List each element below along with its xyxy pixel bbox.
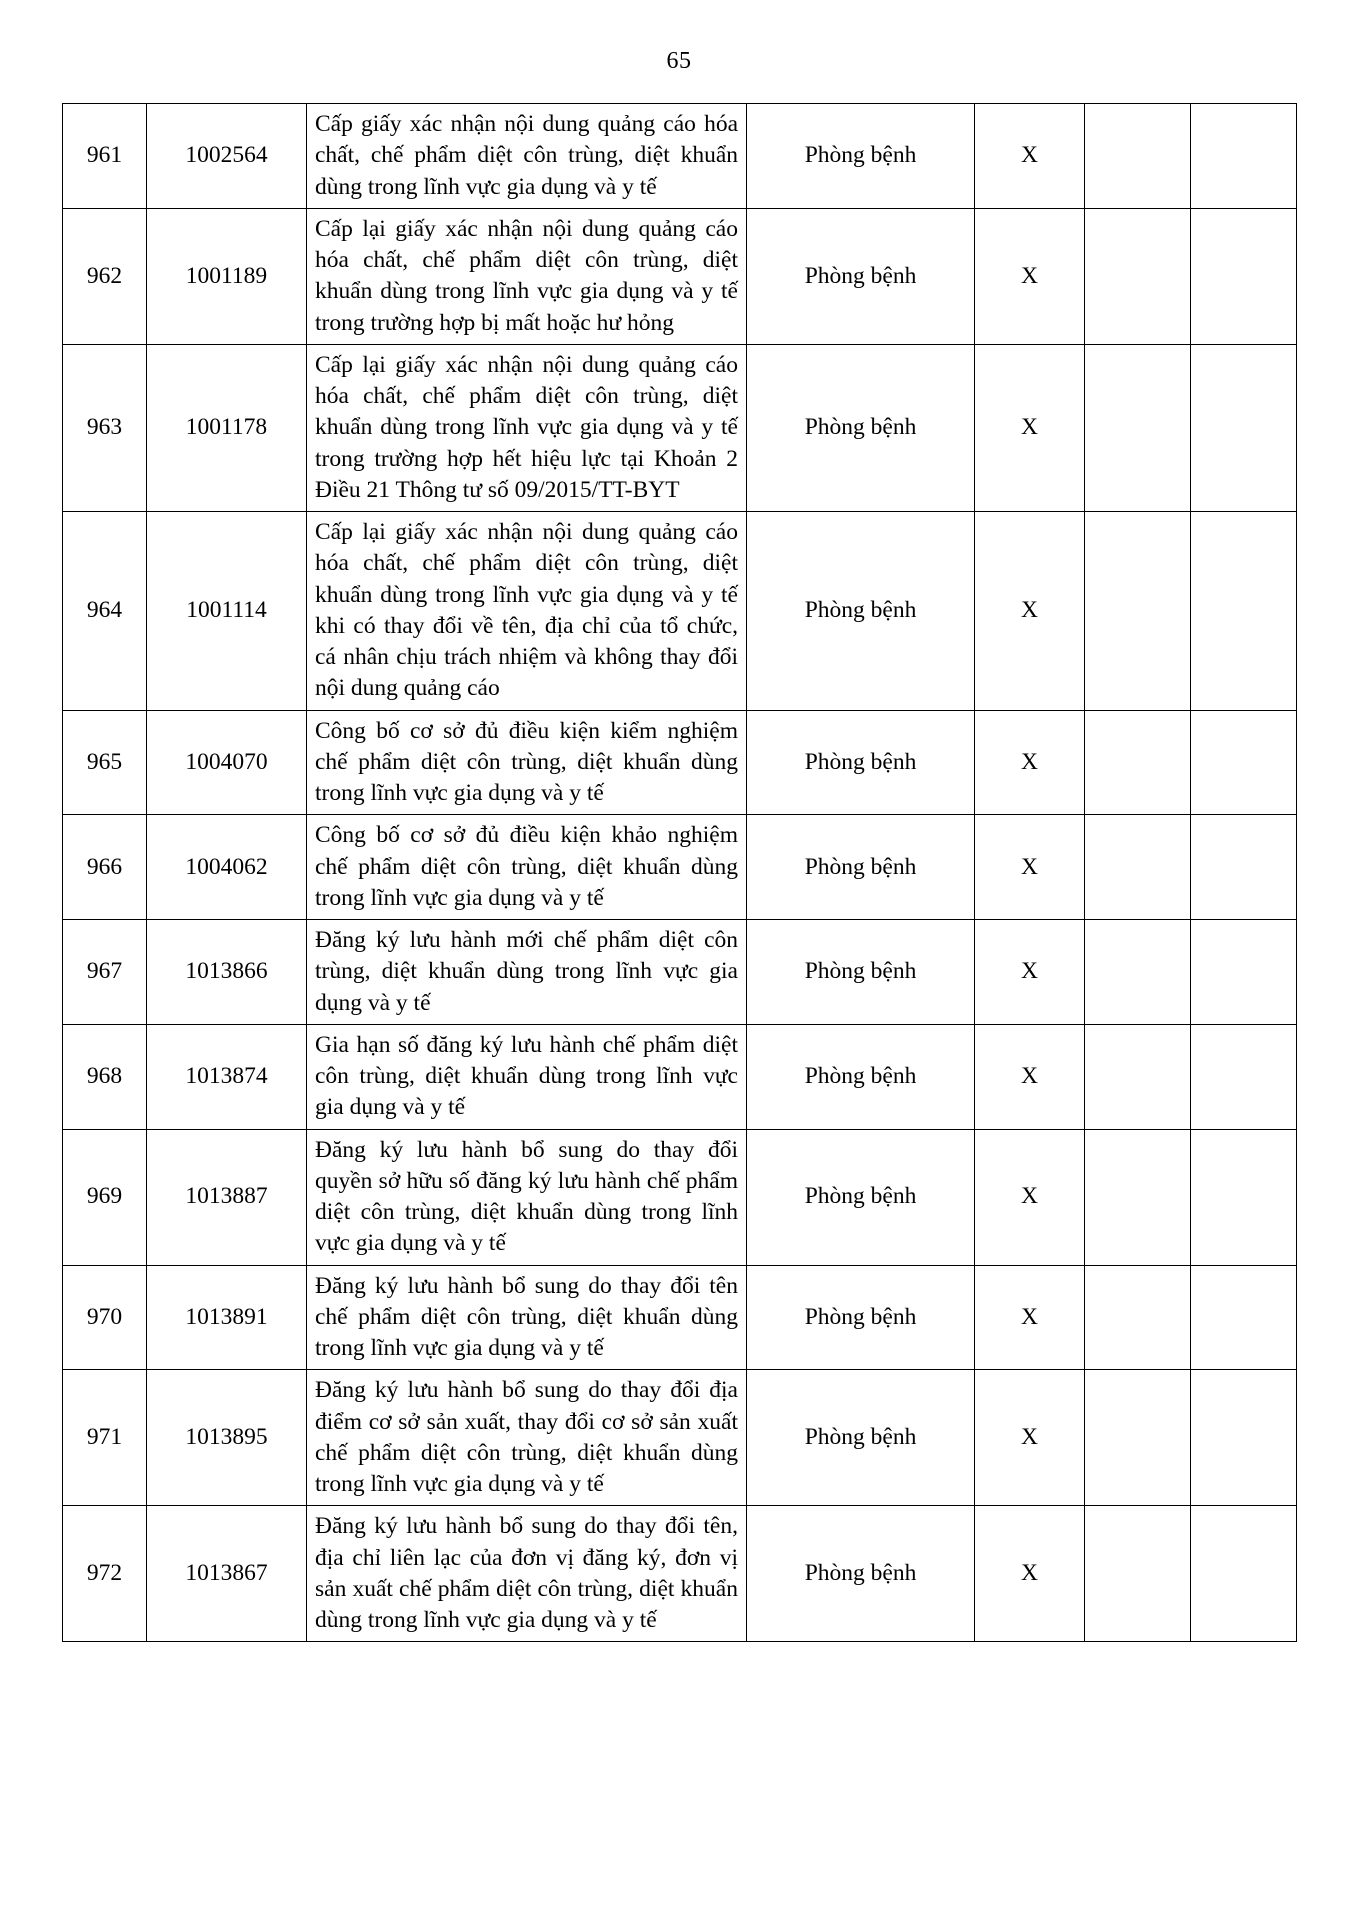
administrative-procedures-table: [62, 103, 1297, 1642]
row-index-cell: 969: [63, 1129, 147, 1265]
mark-cell-1: X: [975, 344, 1085, 511]
procedure-name-cell: Cấp lại giấy xác nhận nội dung quảng cáo hóa chất, chế phẩm diệt côn trùng, diệt khuẩn dùng trong lĩnh vực gia dụng và y tế trong trường hợp hết hiệu lực tại Khoản 2 Điều 21 Thông tư số 09/2015/TT-BYT: [307, 344, 747, 511]
procedure-name-cell: Đăng ký lưu hành bổ sung do thay đổi tên chế phẩm diệt côn trùng, diệt khuẩn dùng trong lĩnh vực gia dụng và y tế: [307, 1265, 747, 1370]
procedure-field-cell: Phòng bệnh: [747, 512, 975, 711]
row-index-cell: 964: [63, 512, 147, 711]
procedure-field-cell: Phòng bệnh: [747, 1129, 975, 1265]
mark-cell-3: [1191, 512, 1297, 711]
mark-cell-3: [1191, 208, 1297, 344]
row-index-cell: 971: [63, 1370, 147, 1506]
procedure-code-cell: 1001178: [147, 344, 307, 511]
mark-cell-3: [1191, 1265, 1297, 1370]
mark-cell-2: [1085, 920, 1191, 1025]
mark-cell-1: X: [975, 104, 1085, 209]
table-row: [63, 920, 1297, 1025]
mark-cell-1: X: [975, 512, 1085, 711]
table-row: [63, 1129, 1297, 1265]
row-index-cell: 972: [63, 1506, 147, 1642]
mark-cell-1: X: [975, 1370, 1085, 1506]
mark-cell-3: [1191, 1370, 1297, 1506]
mark-cell-2: [1085, 1265, 1191, 1370]
mark-cell-1: X: [975, 815, 1085, 920]
procedure-name-cell: Cấp giấy xác nhận nội dung quảng cáo hóa chất, chế phẩm diệt côn trùng, diệt khuẩn dùng trong lĩnh vực gia dụng và y tế: [307, 104, 747, 209]
procedure-name-cell: Cấp lại giấy xác nhận nội dung quảng cáo hóa chất, chế phẩm diệt côn trùng, diệt khuẩn dùng trong lĩnh vực gia dụng và y tế khi có thay đổi về tên, địa chỉ của tổ chức, cá nhân chịu trách nhiệm và không thay đổi nội dung quảng cáo: [307, 512, 747, 711]
mark-cell-1: X: [975, 1265, 1085, 1370]
table-row: [63, 1506, 1297, 1642]
mark-cell-1: X: [975, 208, 1085, 344]
row-index-cell: 963: [63, 344, 147, 511]
procedure-code-cell: 1013867: [147, 1506, 307, 1642]
procedure-name-cell: Đăng ký lưu hành bổ sung do thay đổi địa điểm cơ sở sản xuất, thay đổi cơ sở sản xuất chế phẩm diệt côn trùng, diệt khuẩn dùng trong lĩnh vực gia dụng và y tế: [307, 1370, 747, 1506]
mark-cell-2: [1085, 344, 1191, 511]
table-body: [63, 104, 1297, 1642]
procedure-field-cell: Phòng bệnh: [747, 344, 975, 511]
mark-cell-3: [1191, 710, 1297, 815]
procedure-field-cell: Phòng bệnh: [747, 1370, 975, 1506]
mark-cell-3: [1191, 1506, 1297, 1642]
procedure-name-cell: Đăng ký lưu hành bổ sung do thay đổi tên, địa chỉ liên lạc của đơn vị đăng ký, đơn vị sản xuất chế phẩm diệt côn trùng, diệt khuẩn dùng trong lĩnh vực gia dụng và y tế: [307, 1506, 747, 1642]
mark-cell-1: X: [975, 1506, 1085, 1642]
procedure-name-cell: Cấp lại giấy xác nhận nội dung quảng cáo hóa chất, chế phẩm diệt côn trùng, diệt khuẩn dùng trong lĩnh vực gia dụng và y tế trong trường hợp bị mất hoặc hư hỏng: [307, 208, 747, 344]
mark-cell-2: [1085, 815, 1191, 920]
procedure-code-cell: 1013895: [147, 1370, 307, 1506]
row-index-cell: 961: [63, 104, 147, 209]
procedure-field-cell: Phòng bệnh: [747, 815, 975, 920]
row-index-cell: 968: [63, 1024, 147, 1129]
table-row: [63, 1370, 1297, 1506]
procedure-code-cell: 1013887: [147, 1129, 307, 1265]
mark-cell-3: [1191, 1129, 1297, 1265]
mark-cell-2: [1085, 1024, 1191, 1129]
table-row: [63, 1265, 1297, 1370]
procedure-code-cell: 1013874: [147, 1024, 307, 1129]
procedure-name-cell: Công bố cơ sở đủ điều kiện kiểm nghiệm chế phẩm diệt côn trùng, diệt khuẩn dùng trong lĩnh vực gia dụng và y tế: [307, 710, 747, 815]
procedure-code-cell: 1002564: [147, 104, 307, 209]
mark-cell-1: X: [975, 1024, 1085, 1129]
procedure-field-cell: Phòng bệnh: [747, 208, 975, 344]
row-index-cell: 966: [63, 815, 147, 920]
mark-cell-3: [1191, 104, 1297, 209]
procedure-code-cell: 1004070: [147, 710, 307, 815]
mark-cell-3: [1191, 1024, 1297, 1129]
row-index-cell: 965: [63, 710, 147, 815]
row-index-cell: 967: [63, 920, 147, 1025]
row-index-cell: 970: [63, 1265, 147, 1370]
mark-cell-2: [1085, 104, 1191, 209]
procedure-code-cell: 1013866: [147, 920, 307, 1025]
table-container: [0, 103, 1358, 1642]
mark-cell-2: [1085, 710, 1191, 815]
table-row: [63, 104, 1297, 209]
procedure-field-cell: Phòng bệnh: [747, 920, 975, 1025]
page-number: 65: [666, 48, 692, 74]
mark-cell-3: [1191, 920, 1297, 1025]
procedure-name-cell: Đăng ký lưu hành bổ sung do thay đổi quyền sở hữu số đăng ký lưu hành chế phẩm diệt côn trùng, diệt khuẩn dùng trong lĩnh vực gia dụng và y tế: [307, 1129, 747, 1265]
mark-cell-2: [1085, 208, 1191, 344]
mark-cell-1: X: [975, 920, 1085, 1025]
row-index-cell: 962: [63, 208, 147, 344]
mark-cell-2: [1085, 1506, 1191, 1642]
procedure-field-cell: Phòng bệnh: [747, 1024, 975, 1129]
table-row: [63, 344, 1297, 511]
procedure-name-cell: Công bố cơ sở đủ điều kiện khảo nghiệm chế phẩm diệt côn trùng, diệt khuẩn dùng trong lĩnh vực gia dụng và y tế: [307, 815, 747, 920]
procedure-code-cell: 1001114: [147, 512, 307, 711]
table-row: [63, 815, 1297, 920]
mark-cell-1: X: [975, 1129, 1085, 1265]
procedure-code-cell: 1013891: [147, 1265, 307, 1370]
table-row: [63, 512, 1297, 711]
mark-cell-2: [1085, 512, 1191, 711]
table-row: [63, 1024, 1297, 1129]
procedure-code-cell: 1004062: [147, 815, 307, 920]
table-row: [63, 710, 1297, 815]
procedure-name-cell: Gia hạn số đăng ký lưu hành chế phẩm diệt côn trùng, diệt khuẩn dùng trong lĩnh vực gia dụng và y tế: [307, 1024, 747, 1129]
procedure-field-cell: Phòng bệnh: [747, 710, 975, 815]
procedure-name-cell: Đăng ký lưu hành mới chế phẩm diệt côn trùng, diệt khuẩn dùng trong lĩnh vực gia dụng và y tế: [307, 920, 747, 1025]
mark-cell-3: [1191, 815, 1297, 920]
mark-cell-2: [1085, 1129, 1191, 1265]
procedure-field-cell: Phòng bệnh: [747, 1506, 975, 1642]
mark-cell-2: [1085, 1370, 1191, 1506]
procedure-field-cell: Phòng bệnh: [747, 1265, 975, 1370]
procedure-code-cell: 1001189: [147, 208, 307, 344]
table-row: [63, 208, 1297, 344]
mark-cell-1: X: [975, 710, 1085, 815]
procedure-field-cell: Phòng bệnh: [747, 104, 975, 209]
mark-cell-3: [1191, 344, 1297, 511]
